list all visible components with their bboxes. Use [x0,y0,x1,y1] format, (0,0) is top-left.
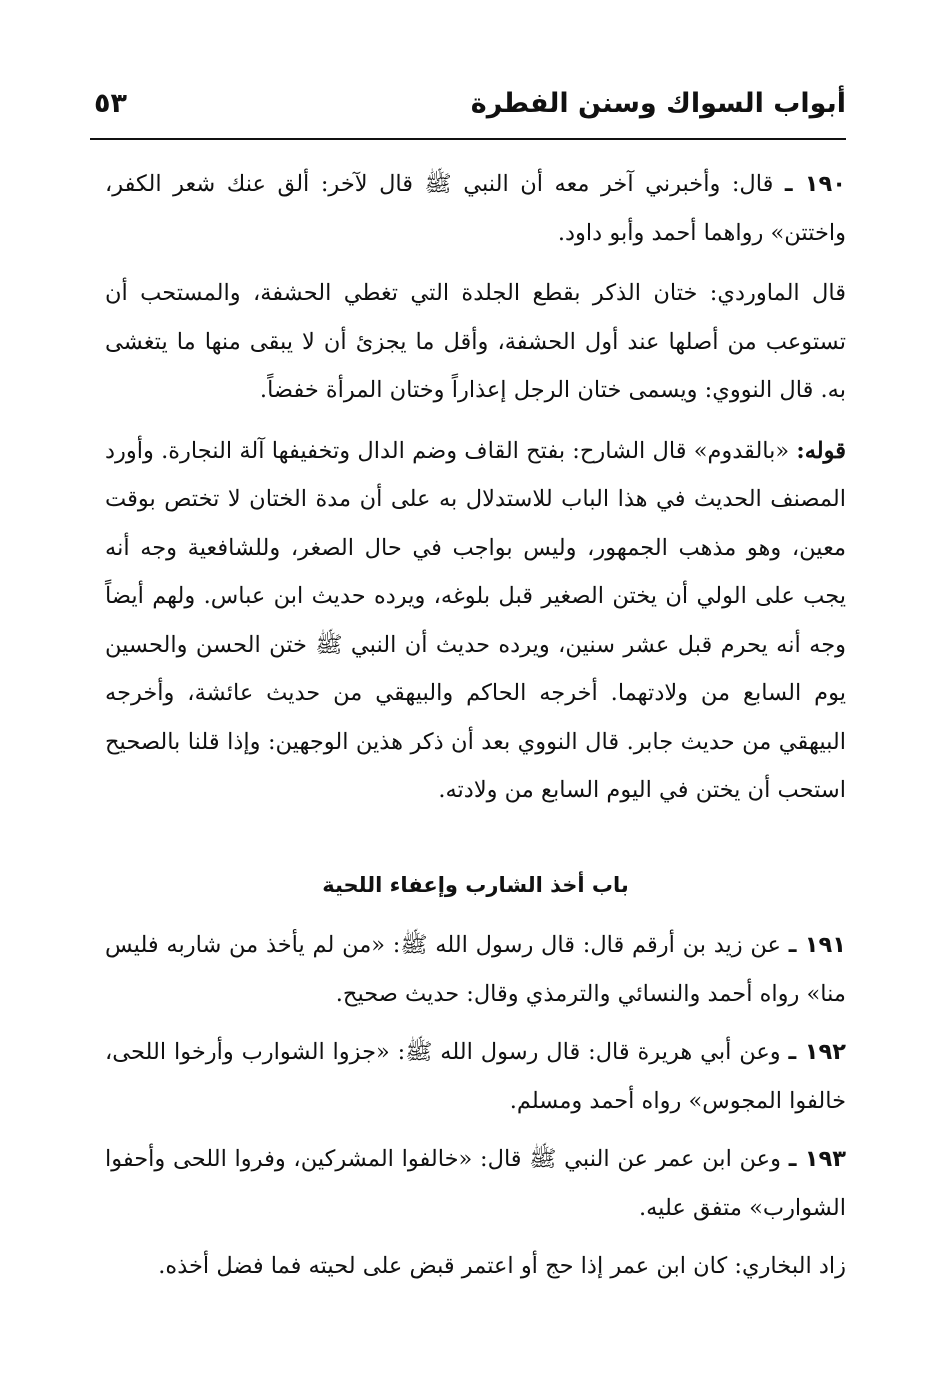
hadith-text: وعن أبي هريرة قال: قال رسول الله ﷺ: «جزوا الشوارب وأرخوا اللحى، خالفوا المجوس» رواه أحمد ومسلم. [105,1039,846,1114]
commentary-text: «بالقدوم» قال الشارح: بفتح القاف وضم الدال وتخفيفها آلة النجارة. وأورد المصنف الحديث في هذا الباب للاستدلال به على أن مدة الختان لا تختص بوقت معين، وهو مذهب الجمهور، وليس بواجب في حال الصغر، وللشافعية وجه أنه يجب على الولي أن يختن الصغير قبل بلوغه، ويرده حديث ابن عباس. ولهم أيضاً وجه أنه يحرم قبل عشر سنين، ويرده حديث أن النبي ﷺ ختن الحسن والحسين يوم السابع من ولادتهما. أخرجه الحاكم والبيهقي من حديث عائشة، وأخرجه البيهقي من حديث جابر. قال النووي بعد أن ذكر هذين الوجهين: وإذا قلنا بالصحيح استحب أن يختن في اليوم السابع من ولادته. [105,437,846,803]
commentary-mawardi: قال الماوردي: ختان الذكر بقطع الجلدة التي تغطي الحشفة، والمستحب أن تستوعب من أصلها عند أول الحشفة، وأقل ما يجزئ أن لا يبقى منها ما يتغشى به. قال النووي: ويسمى ختان الرجل إعذاراً وختان المرأة خفضاً. [105,280,846,403]
hadith-text: عن زيد بن أرقم قال: قال رسول الله ﷺ: «من لم يأخذ من شاربه فليس منا» رواه أحمد والنسائي والترمذي وقال: حديث صحيح. [105,932,846,1007]
bukhari-addition: زاد البخاري: كان ابن عمر إذا حج أو اعتمر قبض على لحيته فما فضل أخذه. [158,1253,846,1279]
running-title: أبواب السواك وسنن الفطرة [470,88,846,119]
page-body [105,160,846,1291]
section-heading: باب أخذ الشارب وإعفاء اللحية [322,872,629,897]
page-number: ٥٣ [94,88,127,119]
hadith-number: ١٩١ ـ [788,932,846,958]
hadith-number: ١٩٣ ـ [788,1146,846,1172]
hadith-190 [105,160,846,257]
hadith-text: قال: وأخبرني آخر معه أن النبي ﷺ قال لآخر: ألق عنك شعر الكفر، واختتن» رواهما أحمد وأبو داود. [105,171,846,246]
page-header [90,82,846,140]
hadith-192 [105,1028,846,1125]
commentary-keyword: قوله: [796,437,846,464]
hadith-191 [105,921,846,1018]
hadith-number: ١٩٠ ـ [784,171,846,197]
hadith-number: ١٩٢ ـ [788,1039,846,1065]
hadith-text: وعن ابن عمر عن النبي ﷺ قال: «خالفوا المشركين، وفروا اللحى وأحفوا الشوارب» متفق عليه. [105,1146,846,1221]
hadith-193 [105,1135,846,1232]
commentary-qawluhu [105,427,846,815]
